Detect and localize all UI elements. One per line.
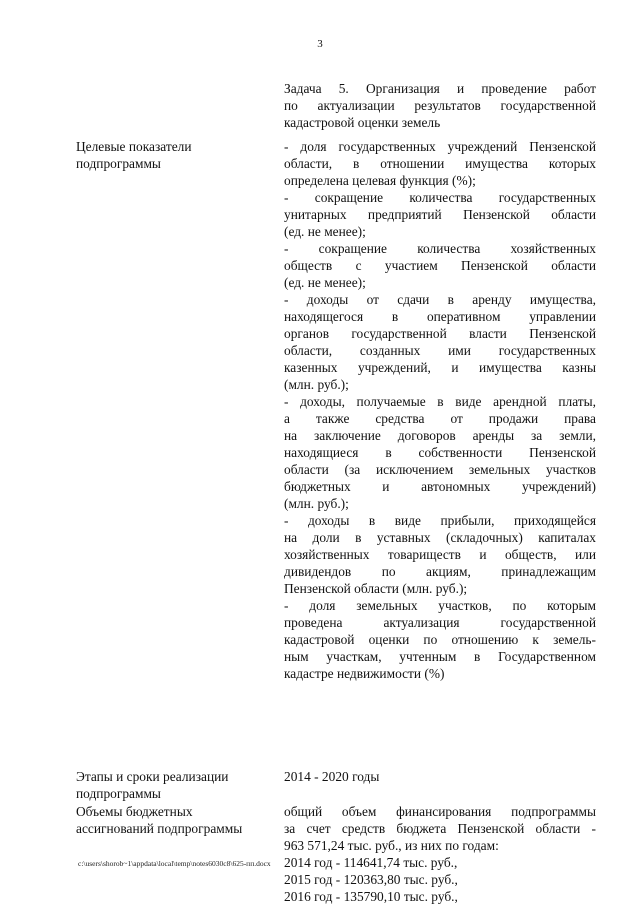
- text-line: находящиеся в собственности Пензенской: [284, 445, 596, 460]
- text-line: дивидендов по акциям, принадлежащим: [284, 564, 596, 579]
- target-item: [284, 597, 596, 682]
- text-line: общий объем финансирования подпрограммы: [284, 804, 596, 819]
- text-line: - доходы в виде прибыли, приходящейся: [284, 513, 596, 528]
- budget-label: [76, 803, 284, 905]
- text-line: - доля земельных участков, по которым: [284, 598, 596, 613]
- text-line: - доходы от сдачи в аренду имущества,: [284, 292, 596, 307]
- text-line: хозяйственных товариществ и обществ, или: [284, 547, 596, 562]
- label-line: Этапы и сроки реализации: [76, 769, 229, 784]
- text-line: - сокращение количества хозяйственных: [284, 241, 596, 256]
- text-line: кадастре недвижимости (%): [284, 666, 445, 681]
- target-item: [284, 189, 596, 240]
- text-line: определена целевая функция (%);: [284, 173, 476, 188]
- targets-list: [284, 138, 596, 768]
- text-line: (ед. не менее);: [284, 224, 366, 239]
- text-line: по актуализации результатов государственной: [284, 98, 596, 113]
- page-number: 3: [317, 38, 323, 50]
- budget-row: [76, 803, 596, 905]
- text-line: кадастровой оценки земель: [284, 115, 441, 130]
- year-line: 2016 год - 135790,10 тыс. руб.,: [284, 889, 458, 904]
- stages-row: [76, 768, 596, 803]
- text-line: кадастровой оценки по отношению к земель-: [284, 632, 596, 647]
- label-line: подпрограммы: [76, 156, 161, 171]
- stages-label: [76, 768, 284, 803]
- text-line: (млн. руб.);: [284, 377, 349, 392]
- text-line: находящегося в оперативном управлении: [284, 309, 596, 324]
- task5-label-cell: [76, 80, 284, 138]
- text-line: Задача 5. Организация и проведение работ: [284, 81, 596, 96]
- text-line: за счет средств бюджета Пензенской области -: [284, 821, 596, 836]
- text-line: унитарных предприятий Пензенской области: [284, 207, 596, 222]
- text-line: обществ с участием Пензенской области: [284, 258, 596, 273]
- text-line: области, созданных ими государственных: [284, 343, 596, 358]
- budget-text: [284, 803, 596, 905]
- text-line: 2014 - 2020 годы: [284, 769, 380, 784]
- text-line: области (за исключением земельных участков: [284, 462, 596, 477]
- text-line: на доли в уставных (складочных) капиталах: [284, 530, 596, 545]
- text-line: проведена актуализация государственной: [284, 615, 596, 630]
- text-line: (ед. не менее);: [284, 275, 366, 290]
- targets-row: [76, 138, 596, 768]
- target-item: [284, 138, 596, 189]
- text-line: Пензенской области (млн. руб.);: [284, 581, 468, 596]
- text-line: казенных учреждений, и имущества казны: [284, 360, 596, 375]
- target-item: [284, 512, 596, 597]
- label-line: подпрограммы: [76, 786, 161, 801]
- task5-row: [76, 80, 596, 138]
- text-line: на заключение договоров аренды за земли,: [284, 428, 596, 443]
- text-line: ным участкам, учтенным в Государственном: [284, 649, 596, 664]
- stages-value: [284, 768, 596, 803]
- target-item: [284, 240, 596, 291]
- text-line: - доходы, получаемые в виде арендной платы,: [284, 394, 596, 409]
- text-line: области, в отношении имущества которых: [284, 156, 596, 171]
- text-line: бюджетных и автономных учреждений): [284, 479, 596, 494]
- passport-table: [76, 80, 596, 905]
- text-line: - доля государственных учреждений Пензенской: [284, 139, 596, 154]
- text-line: (млн. руб.);: [284, 496, 349, 511]
- file-path-footer: c:\users\shorob~1\appdata\local\temp\notes6030c8\625-пп.docx: [78, 859, 271, 868]
- label-line: Объемы бюджетных: [76, 804, 193, 819]
- text-line: а также средства от продажи права: [284, 411, 596, 426]
- target-item: [284, 393, 596, 512]
- year-line: 2015 год - 120363,80 тыс. руб.,: [284, 872, 458, 887]
- label-line: Целевые показатели: [76, 139, 192, 154]
- targets-label: [76, 138, 284, 768]
- text-line: органов государственной власти Пензенской: [284, 326, 596, 341]
- target-item: [284, 291, 596, 393]
- year-line: 2014 год - 114641,74 тыс. руб.,: [284, 855, 458, 870]
- text-line: 963 571,24 тыс. руб., из них по годам:: [284, 838, 499, 853]
- label-line: ассигнований подпрограммы: [76, 821, 243, 836]
- task5-text: [284, 80, 596, 138]
- text-line: - сокращение количества государственных: [284, 190, 596, 205]
